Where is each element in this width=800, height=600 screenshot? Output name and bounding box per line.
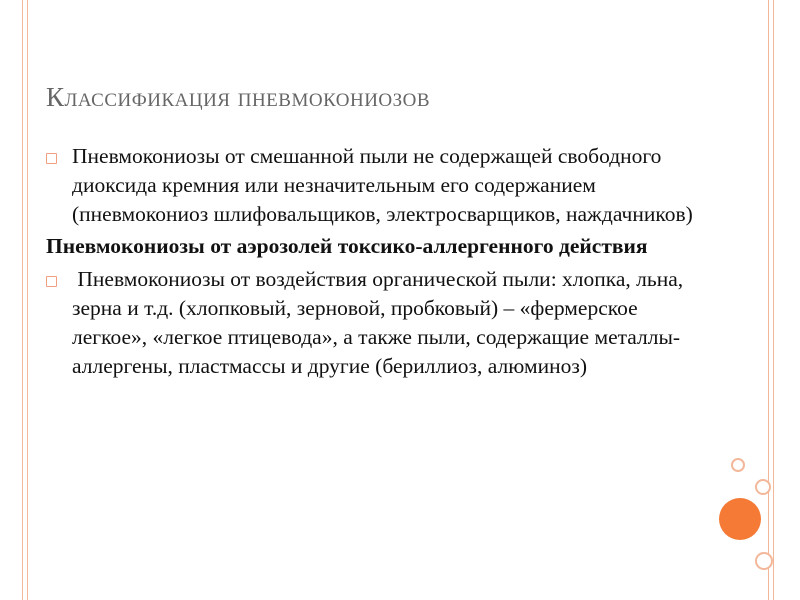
bullet-marker-icon [46, 276, 57, 287]
section-heading: Пневмокониозы от аэрозолей токсико-аллергенного действия [46, 234, 648, 258]
decorative-circles [708, 455, 800, 600]
small-outline-circle-bottom [756, 553, 772, 569]
bullet-item [46, 142, 701, 229]
small-outline-circle-top [732, 459, 744, 471]
slide-content [46, 142, 701, 384]
bullet-text: Пневмокониозы от смешанной пыли не содержащей свободного диоксида кремния или незначительным его содержанием (пневмокониоз шлифовальщиков, электросварщиков, наждачников) [72, 144, 693, 226]
slide-title: Классификация пневмокониозов [46, 82, 431, 112]
left-frame-border [22, 0, 28, 600]
small-outline-circle-right [756, 480, 770, 494]
large-orange-circle [719, 498, 761, 540]
bullet-item [46, 265, 701, 381]
bullet-marker-icon [46, 153, 57, 164]
bullet-text: Пневмокониозы от воздействия органической пыли: хлопка, льна, зерна и т.д. (хлопковый, зерновой, пробковый) – «фермерское легкое», «легкое птицевода», а также пыли, содержащие металлы-аллергены, пластмассы и другие (бериллиоз, алюминоз) [72, 267, 689, 378]
